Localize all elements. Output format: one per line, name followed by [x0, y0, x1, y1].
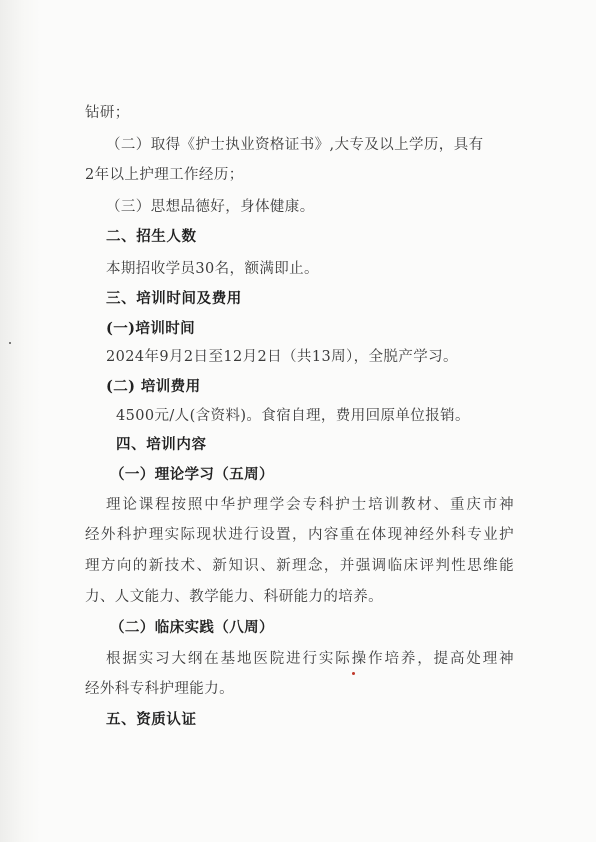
subheading-training-fee: (二) 培训费用: [106, 378, 201, 395]
text-line-theory-3: 理方向的新技术、新知识、新理念，并强调临床评判性思维能: [85, 558, 514, 574]
section-heading-content: 四、培训内容: [116, 436, 207, 453]
section-heading-time-cost: 三、培训时间及费用: [106, 290, 242, 307]
text-line-training-fee: 4500元/人(含资料)。食宿自理，费用回原单位报销。: [116, 408, 470, 424]
text-line-clinical-2: 经外科专科护理能力。: [85, 681, 234, 697]
text-line-theory-4: 力、人文能力、教学能力、科研能力的培养。: [85, 589, 383, 605]
subheading-theory: （一）理论学习（五周）: [110, 466, 274, 483]
text-line-1: 钻研；: [85, 105, 130, 121]
subheading-clinical: （二）临床实践（八周）: [110, 619, 274, 636]
section-heading-enrollment: 二、招生人数: [106, 228, 197, 245]
text-line-clinical-1: 根据实习大纲在基地医院进行实际操作培养，提高处理神: [106, 651, 514, 667]
scan-speck: [9, 342, 11, 344]
subheading-training-time: (一)培训时间: [106, 320, 196, 337]
text-line-4: （三）思想品德好，身体健康。: [106, 199, 315, 215]
text-line-3: 2年以上护理工作经历；: [85, 167, 244, 183]
text-line-theory-1: 理论课程按照中华护理学会专科护士培训教材、重庆市神: [106, 497, 514, 513]
text-line-training-time: 2024年9月2日至12月2日（共13周），全脱产学习。: [106, 349, 458, 365]
section-heading-certification: 五、资质认证: [106, 711, 197, 728]
red-ink-dot: [352, 672, 355, 675]
text-line-theory-2: 经外科护理实际现状进行设置，内容重在体现神经外科专业护: [85, 527, 514, 543]
text-line-2: （二）取得《护士执业资格证书》,大专及以上学历，具有: [106, 137, 484, 153]
text-line-enrollment: 本期招收学员30名，额满即止。: [106, 261, 319, 277]
